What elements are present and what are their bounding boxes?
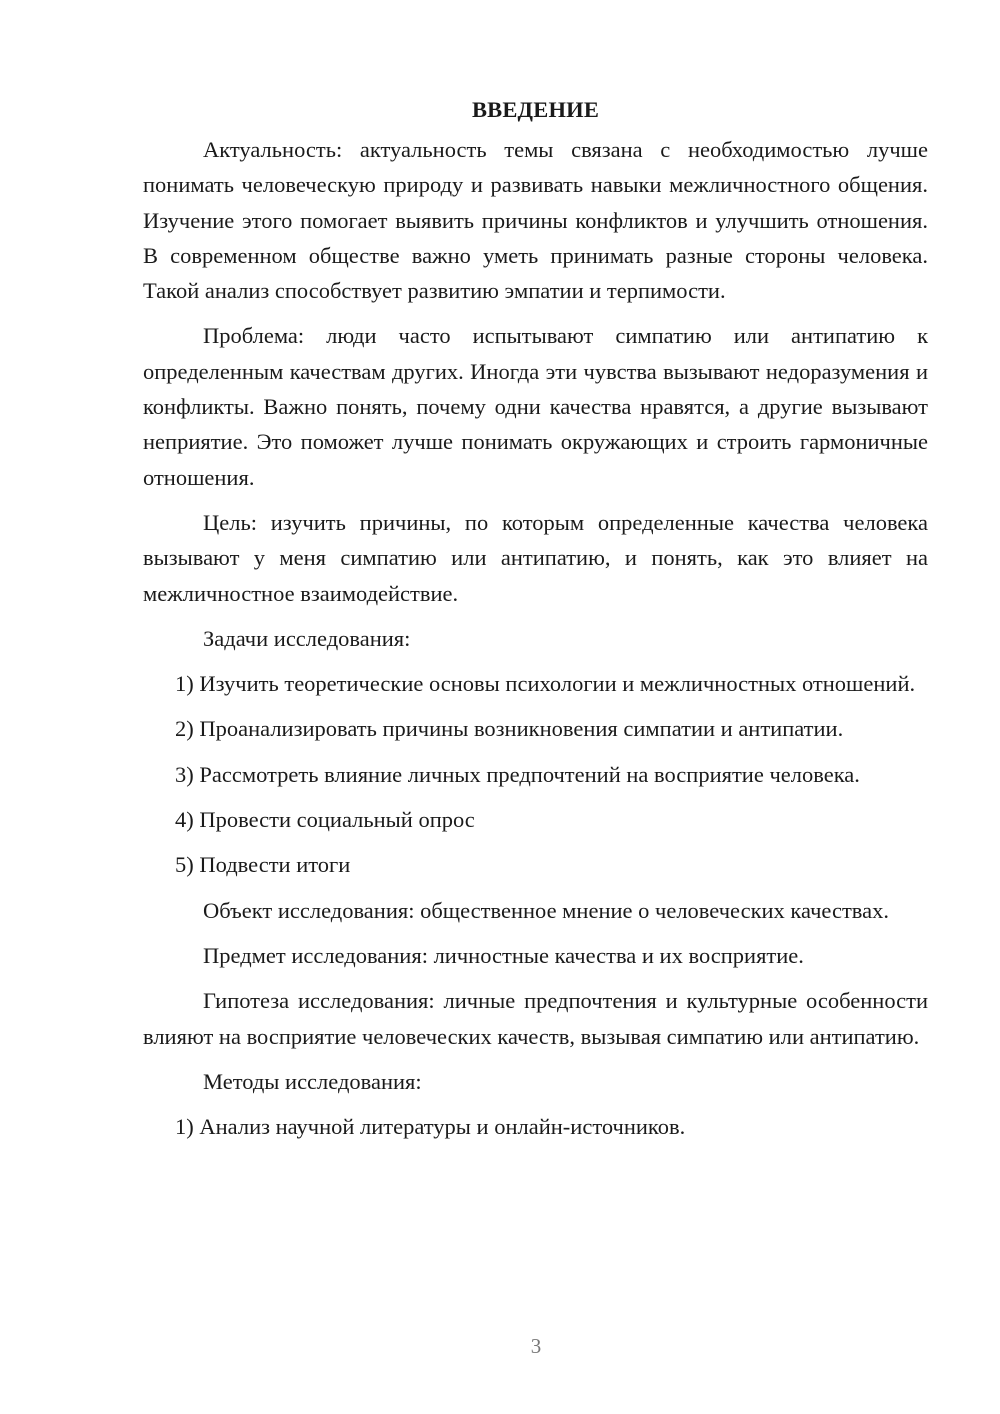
paragraph-problem: Проблема: люди часто испытывают симпатию или антипатию к определенным качествам других. Иногда эти чувства вызывают недоразумения и конфликты. Важно понять, почему одни качества нравятся, а другие вызывают неприятие. Это поможет лучше понимать окружающих и строить гармоничные отношения.	[143, 323, 928, 490]
methods-heading: Методы исследования:	[203, 1068, 422, 1094]
task-item-2: 2) Проанализировать причины возникновения симпатии и антипатии.	[175, 716, 844, 742]
paragraph-goal: Цель: изучить причины, по которым определенные качества человека вызывают у меня симпатию или антипатию, и понять, как это влияет на межличностное взаимодействие.	[143, 509, 928, 606]
paragraph-hypothesis: Гипотеза исследования: личные предпочтения и культурные особенности влияют на восприятие человеческих качеств, вызывая симпатию или антипатию.	[143, 988, 928, 1049]
document-page	[143, 92, 928, 1154]
page-number: 3	[530, 1334, 542, 1358]
method-item-1: 1) Анализ научной литературы и онлайн-источников.	[175, 1114, 686, 1140]
paragraph-relevance: Актуальность: актуальность темы связана с необходимостью лучше понимать человеческую природу и развивать навыки межличностного общения. Изучение этого помогает выявить причины конфликтов и улучшить отношения. В современном обществе важно уметь принимать разные стороны человека. Такой анализ способствует развитию эмпатии и терпимости.	[143, 137, 928, 304]
paragraph-object: Объект исследования: общественное мнение о человеческих качествах.	[203, 897, 889, 923]
task-item-3: 3) Рассмотреть влияние личных предпочтений на восприятие человека.	[175, 761, 860, 787]
task-item-1: 1) Изучить теоретические основы психологии и межличностных отношений.	[175, 671, 916, 697]
task-item-4: 4) Провести социальный опрос	[175, 807, 475, 833]
tasks-heading: Задачи исследования:	[203, 625, 411, 651]
section-title: ВВЕДЕНИЕ	[471, 97, 600, 122]
paragraph-subject: Предмет исследования: личностные качества и их восприятие.	[203, 942, 804, 968]
task-item-5: 5) Подвести итоги	[175, 852, 351, 878]
